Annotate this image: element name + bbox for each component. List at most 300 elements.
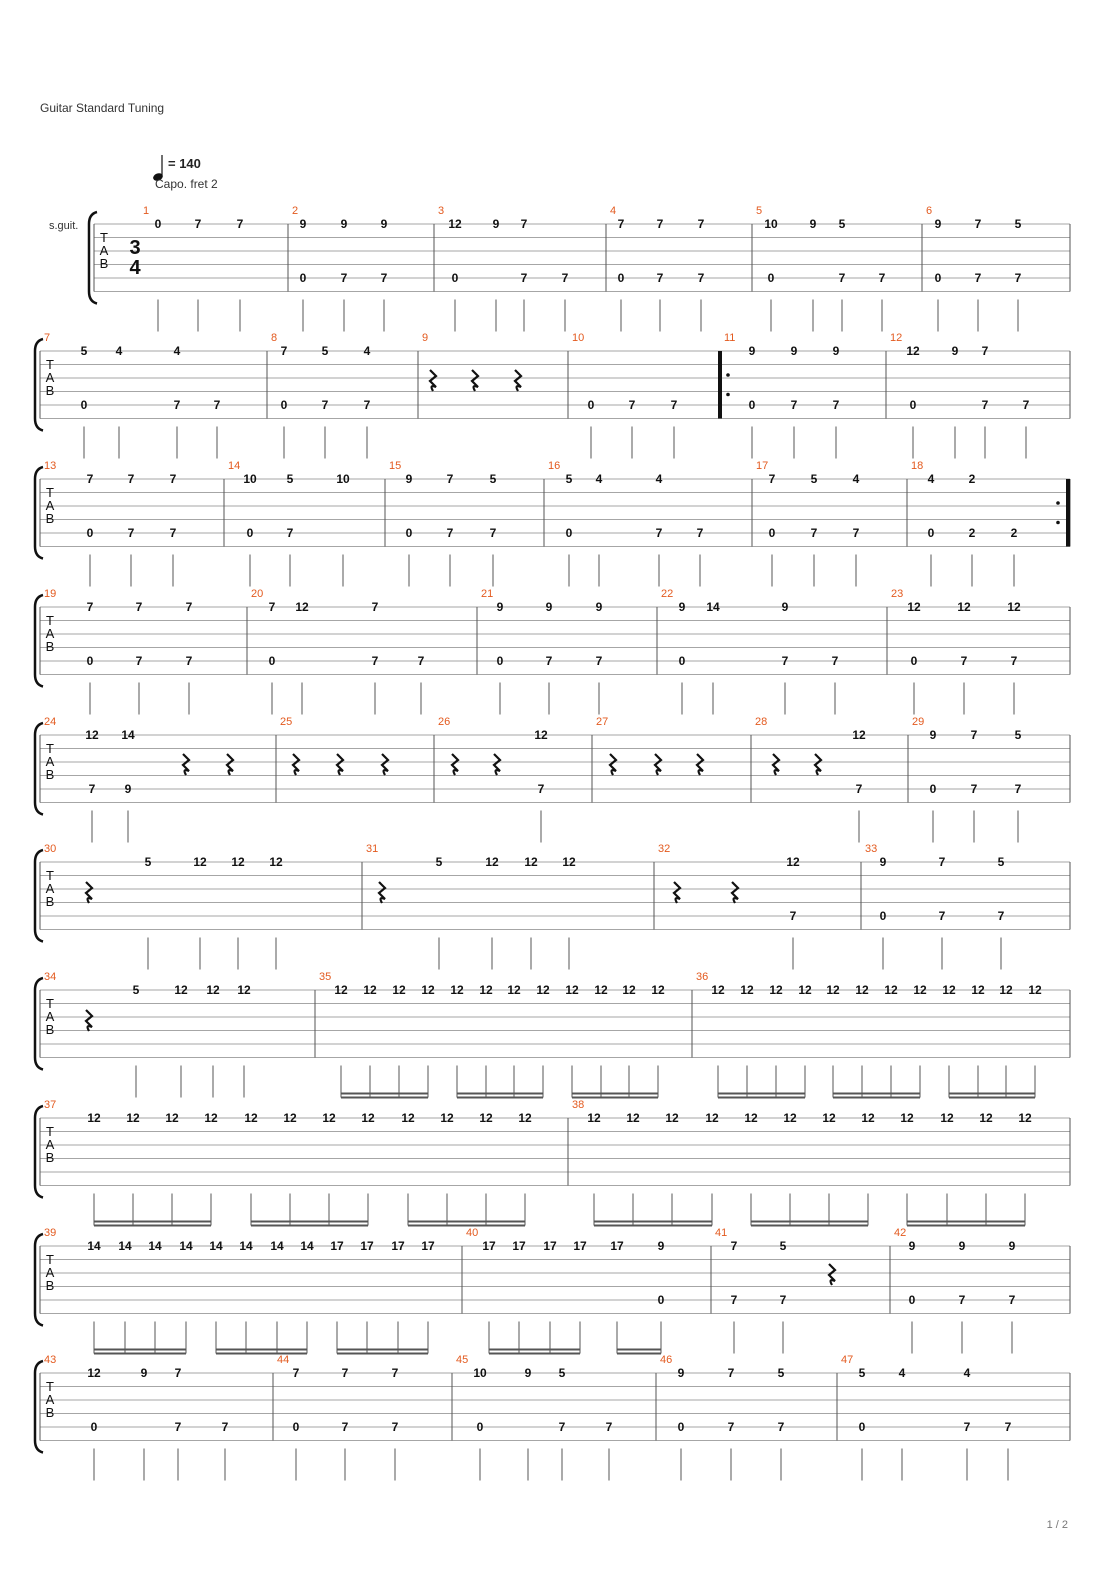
fret-number: 5 (558, 1366, 566, 1380)
fret-number: 5 (489, 472, 497, 486)
measure-number: 44 (277, 1354, 290, 1366)
measure-number: 13 (44, 460, 57, 472)
measure-number: 42 (894, 1227, 907, 1239)
fret-number: 0 (587, 398, 595, 412)
measure-number: 24 (44, 716, 57, 728)
fret-number: 7 (545, 654, 553, 668)
fret-number: 12 (421, 983, 435, 997)
fret-number: 7 (561, 271, 569, 285)
fret-number: 0 (246, 526, 254, 540)
page-number: 1 / 2 (1046, 1519, 1068, 1531)
tab-clef-letter: A (45, 498, 55, 513)
tab-clef-letter: T (46, 357, 54, 372)
fret-number: 12 (665, 1111, 679, 1125)
quarter-rest (379, 882, 385, 903)
fret-number: 7 (730, 1293, 738, 1307)
quarter-rest (655, 754, 661, 775)
fret-number: 12 (363, 983, 377, 997)
fret-number: 0 (268, 654, 276, 668)
fret-number: 17 (330, 1239, 344, 1253)
fret-number: 4 (655, 472, 663, 486)
fret-number: 9 (678, 600, 686, 614)
tab-clef-letter: A (45, 881, 55, 896)
fret-number: 7 (127, 472, 135, 486)
fret-number: 12 (450, 983, 464, 997)
measure-number: 22 (661, 588, 674, 600)
fret-number: 5 (779, 1239, 787, 1253)
fret-number: 5 (286, 472, 294, 486)
fret-number: 5 (777, 1366, 785, 1380)
fret-number: 2 (1010, 526, 1018, 540)
fret-number: 9 (299, 217, 307, 231)
fret-number: 12 (231, 855, 245, 869)
fret-number: 7 (781, 654, 789, 668)
fret-number: 17 (421, 1239, 435, 1253)
measure-number: 47 (841, 1354, 854, 1366)
quarter-rest (382, 754, 388, 775)
fret-number: 7 (321, 398, 329, 412)
fret-number: 12 (174, 983, 188, 997)
repeat-dot (726, 373, 730, 377)
measure-number: 34 (44, 971, 57, 983)
fret-number: 4 (927, 472, 935, 486)
fret-number: 12 (204, 1111, 218, 1125)
fret-number: 7 (292, 1366, 300, 1380)
fret-number: 17 (543, 1239, 557, 1253)
fret-number: 10 (336, 472, 350, 486)
fret-number: 7 (697, 217, 705, 231)
quarter-rest (227, 754, 233, 775)
fret-number: 7 (974, 271, 982, 285)
fret-number: 0 (451, 271, 459, 285)
tab-clef-letter: A (45, 370, 55, 385)
measure-number: 16 (548, 460, 561, 472)
fret-number: 7 (655, 526, 663, 540)
fret-number: 12 (979, 1111, 993, 1125)
fret-number: 7 (997, 909, 1005, 923)
fret-number: 12 (479, 1111, 493, 1125)
fret-number: 7 (185, 600, 193, 614)
fret-number: 7 (970, 782, 978, 796)
tab-clef-letter: B (45, 1278, 55, 1293)
fret-number: 0 (748, 398, 756, 412)
fret-number: 12 (711, 983, 725, 997)
fret-number: 7 (520, 217, 528, 231)
measure-number: 9 (422, 332, 429, 344)
fret-number: 12 (295, 600, 309, 614)
fret-number: 14 (300, 1239, 314, 1253)
fret-number: 5 (997, 855, 1005, 869)
fret-number: 5 (1014, 728, 1022, 742)
fret-number: 7 (391, 1366, 399, 1380)
fret-number: 4 (852, 472, 860, 486)
fret-number: 9 (929, 728, 937, 742)
quarter-rest (829, 1264, 835, 1285)
tab-clef-letter: B (45, 1022, 55, 1037)
measure-number: 29 (912, 716, 925, 728)
fret-number: 12 (524, 855, 538, 869)
repeat-dot (726, 393, 730, 397)
fret-number: 12 (971, 983, 985, 997)
fret-number: 7 (730, 1239, 738, 1253)
fret-number: 12 (322, 1111, 336, 1125)
quarter-rest (430, 370, 436, 391)
measure-number: 14 (228, 460, 241, 472)
fret-number: 7 (617, 217, 625, 231)
tab-clef-letter: A (45, 1137, 55, 1152)
fret-number: 7 (391, 1420, 399, 1434)
measure-number: 26 (438, 716, 451, 728)
fret-number: 14 (148, 1239, 162, 1253)
measure-number: 11 (724, 332, 736, 344)
fret-number: 9 (492, 217, 500, 231)
fret-number: 9 (405, 472, 413, 486)
measure-number: 10 (572, 332, 585, 344)
fret-number: 17 (512, 1239, 526, 1253)
fret-number: 7 (127, 526, 135, 540)
fret-number: 9 (140, 1366, 148, 1380)
tab-clef-letter: B (45, 639, 55, 654)
fret-number: 12 (283, 1111, 297, 1125)
fret-number: 0 (565, 526, 573, 540)
tab-clef-letter: T (46, 741, 54, 756)
fret-number: 14 (239, 1239, 253, 1253)
fret-number: 7 (789, 909, 797, 923)
system-bracket (35, 850, 43, 942)
tab-clef-letter: A (45, 1009, 55, 1024)
fret-number: 7 (135, 600, 143, 614)
measure-number: 1 (143, 205, 150, 217)
measure-number: 28 (755, 716, 768, 728)
fret-number: 12 (193, 855, 207, 869)
fret-number: 12 (594, 983, 608, 997)
fret-number: 9 (809, 217, 817, 231)
fret-number: 12 (1028, 983, 1042, 997)
fret-number: 17 (482, 1239, 496, 1253)
fret-number: 7 (86, 600, 94, 614)
fret-number: 7 (670, 398, 678, 412)
fret-number: 2 (968, 472, 976, 486)
measure-number: 2 (292, 205, 299, 217)
fret-number: 7 (974, 217, 982, 231)
fret-number: 7 (656, 271, 664, 285)
fret-number: 7 (363, 398, 371, 412)
fret-number: 9 (496, 600, 504, 614)
fret-number: 10 (473, 1366, 487, 1380)
fret-number: 5 (810, 472, 818, 486)
fret-number: 7 (1022, 398, 1030, 412)
fret-number: 12 (565, 983, 579, 997)
fret-number: 7 (417, 654, 425, 668)
repeat-end-thick-bar (1066, 479, 1070, 547)
fret-number: 5 (80, 344, 88, 358)
fret-number: 9 (340, 217, 348, 231)
fret-number: 7 (779, 1293, 787, 1307)
fret-number: 0 (927, 526, 935, 540)
fret-number: 7 (221, 1420, 229, 1434)
fret-number: 7 (777, 1420, 785, 1434)
fret-number: 4 (898, 1366, 906, 1380)
fret-number: 14 (118, 1239, 132, 1253)
measure-number: 8 (271, 332, 278, 344)
measure-number: 21 (481, 588, 494, 600)
fret-number: 7 (135, 654, 143, 668)
fret-number: 4 (963, 1366, 971, 1380)
measure-number: 36 (696, 971, 709, 983)
fret-number: 17 (610, 1239, 624, 1253)
fret-number: 7 (958, 1293, 966, 1307)
fret-number: 7 (768, 472, 776, 486)
measure-number: 35 (319, 971, 332, 983)
fret-number: 4 (173, 344, 181, 358)
tab-clef-letter: T (46, 996, 54, 1011)
fret-number: 9 (879, 855, 887, 869)
tab-clef-letter: T (46, 868, 54, 883)
quarter-rest (494, 754, 500, 775)
time-signature-top: 3 (129, 237, 141, 259)
fret-number: 7 (938, 855, 946, 869)
fret-number: 12 (769, 983, 783, 997)
tab-clef-letter: A (45, 626, 55, 641)
fret-number: 12 (826, 983, 840, 997)
fret-number: 12 (907, 600, 921, 614)
tab-clef-letter: A (45, 754, 55, 769)
tab-clef-letter: T (100, 230, 108, 245)
tuning-label: Guitar Standard Tuning (40, 101, 165, 115)
fret-number: 0 (80, 398, 88, 412)
fret-number: 9 (832, 344, 840, 358)
fret-number: 7 (831, 654, 839, 668)
measure-number: 7 (44, 332, 51, 344)
fret-number: 12 (334, 983, 348, 997)
measure-number: 3 (438, 205, 445, 217)
quarter-rest (86, 882, 92, 903)
repeat-dot (1056, 521, 1060, 525)
fret-number: 12 (206, 983, 220, 997)
fret-number: 7 (520, 271, 528, 285)
fret-number: 9 (380, 217, 388, 231)
fret-number: 12 (536, 983, 550, 997)
fret-number: 0 (929, 782, 937, 796)
measure-number: 17 (756, 460, 769, 472)
fret-number: 9 (545, 600, 553, 614)
fret-number: 7 (286, 526, 294, 540)
fret-number: 0 (154, 217, 162, 231)
measure-number: 23 (891, 588, 904, 600)
fret-number: 12 (401, 1111, 415, 1125)
fret-number: 12 (999, 983, 1013, 997)
fret-number: 12 (942, 983, 956, 997)
quarter-rest (815, 754, 821, 775)
fret-number: 7 (268, 600, 276, 614)
fret-number: 12 (485, 855, 499, 869)
fret-number: 5 (838, 217, 846, 231)
tab-clef-letter: T (46, 613, 54, 628)
fret-number: 7 (1008, 1293, 1016, 1307)
system-bracket (35, 1361, 43, 1453)
fret-number: 7 (656, 217, 664, 231)
measure-number: 33 (865, 843, 878, 855)
fret-number: 9 (781, 600, 789, 614)
fret-number: 7 (86, 472, 94, 486)
fret-number: 12 (562, 855, 576, 869)
fret-number: 7 (852, 526, 860, 540)
measure-number: 20 (251, 588, 264, 600)
fret-number: 0 (496, 654, 504, 668)
fret-number: 9 (934, 217, 942, 231)
capo-label: Capo. fret 2 (155, 177, 218, 191)
fret-number: 7 (970, 728, 978, 742)
measure-number: 46 (660, 1354, 673, 1366)
fret-number: 9 (790, 344, 798, 358)
fret-number: 7 (341, 1420, 349, 1434)
fret-number: 0 (292, 1420, 300, 1434)
fret-number: 12 (237, 983, 251, 997)
fret-number: 7 (341, 1366, 349, 1380)
fret-number: 12 (165, 1111, 179, 1125)
repeat-dot (1056, 501, 1060, 505)
fret-number: 7 (981, 398, 989, 412)
fret-number: 7 (236, 217, 244, 231)
fret-number: 7 (371, 600, 379, 614)
measure-number: 40 (466, 1227, 479, 1239)
measure-number: 12 (890, 332, 903, 344)
fret-number: 12 (87, 1366, 101, 1380)
fret-number: 10 (764, 217, 778, 231)
fret-number: 12 (957, 600, 971, 614)
fret-number: 14 (209, 1239, 223, 1253)
fret-number: 12 (783, 1111, 797, 1125)
measure-number: 25 (280, 716, 293, 728)
time-signature-bottom: 4 (129, 257, 141, 279)
fret-number: 0 (617, 271, 625, 285)
fret-number: 14 (706, 600, 720, 614)
fret-number: 12 (448, 217, 462, 231)
fret-number: 12 (244, 1111, 258, 1125)
tab-clef-letter: B (45, 383, 55, 398)
fret-number: 7 (489, 526, 497, 540)
fret-number: 5 (565, 472, 573, 486)
fret-number: 12 (852, 728, 866, 742)
quarter-rest (515, 370, 521, 391)
quarter-rest (674, 882, 680, 903)
fret-number: 7 (960, 654, 968, 668)
fret-number: 12 (126, 1111, 140, 1125)
fret-number: 12 (85, 728, 99, 742)
fret-number: 7 (280, 344, 288, 358)
fret-number: 7 (380, 271, 388, 285)
fret-number: 17 (573, 1239, 587, 1253)
fret-number: 12 (940, 1111, 954, 1125)
fret-number: 12 (392, 983, 406, 997)
tab-clef-letter: A (99, 243, 109, 258)
system-bracket (35, 1234, 43, 1326)
fret-number: 7 (790, 398, 798, 412)
quarter-rest (183, 754, 189, 775)
fret-number: 7 (832, 398, 840, 412)
fret-number: 4 (595, 472, 603, 486)
system-bracket (35, 467, 43, 559)
fret-number: 0 (86, 654, 94, 668)
tab-clef-letter: T (46, 485, 54, 500)
fret-number: 9 (958, 1239, 966, 1253)
fret-number: 7 (446, 526, 454, 540)
fret-number: 7 (169, 472, 177, 486)
fret-number: 17 (360, 1239, 374, 1253)
measure-number: 37 (44, 1099, 57, 1111)
fret-number: 7 (1004, 1420, 1012, 1434)
fret-number: 7 (446, 472, 454, 486)
fret-number: 12 (798, 983, 812, 997)
fret-number: 0 (90, 1420, 98, 1434)
fret-number: 0 (657, 1293, 665, 1307)
fret-number: 7 (194, 217, 202, 231)
fret-number: 7 (981, 344, 989, 358)
fret-number: 7 (878, 271, 886, 285)
system-bracket (35, 1106, 43, 1198)
fret-number: 14 (270, 1239, 284, 1253)
fret-number: 7 (605, 1420, 613, 1434)
fret-number: 7 (88, 782, 96, 796)
fret-number: 0 (910, 654, 918, 668)
fret-number: 7 (169, 526, 177, 540)
fret-number: 12 (705, 1111, 719, 1125)
fret-number: 0 (858, 1420, 866, 1434)
fret-number: 14 (179, 1239, 193, 1253)
fret-number: 7 (1014, 782, 1022, 796)
fret-number: 12 (479, 983, 493, 997)
fret-number: 0 (677, 1420, 685, 1434)
fret-number: 7 (810, 526, 818, 540)
fret-number: 0 (768, 526, 776, 540)
fret-number: 7 (595, 654, 603, 668)
fret-number: 12 (740, 983, 754, 997)
fret-number: 12 (269, 855, 283, 869)
fret-number: 5 (132, 983, 140, 997)
tab-clef-letter: B (45, 767, 55, 782)
quarter-rest (293, 754, 299, 775)
fret-number: 9 (524, 1366, 532, 1380)
fret-number: 12 (884, 983, 898, 997)
fret-number: 0 (678, 654, 686, 668)
measure-number: 43 (44, 1354, 57, 1366)
fret-number: 12 (786, 855, 800, 869)
fret-number: 0 (909, 398, 917, 412)
fret-number: 7 (213, 398, 221, 412)
fret-number: 5 (435, 855, 443, 869)
tab-clef-letter: B (45, 511, 55, 526)
fret-number: 0 (405, 526, 413, 540)
measure-number: 31 (366, 843, 379, 855)
tempo-marking: = 140 (168, 156, 201, 171)
measure-number: 39 (44, 1227, 57, 1239)
measure-number: 27 (596, 716, 609, 728)
fret-number: 12 (87, 1111, 101, 1125)
fret-number: 0 (86, 526, 94, 540)
fret-number: 14 (87, 1239, 101, 1253)
measure-number: 6 (926, 205, 933, 217)
fret-number: 7 (558, 1420, 566, 1434)
fret-number: 7 (727, 1420, 735, 1434)
quarter-rest (86, 1010, 92, 1031)
fret-number: 7 (173, 398, 181, 412)
fret-number: 4 (115, 344, 123, 358)
fret-number: 12 (744, 1111, 758, 1125)
fret-number: 0 (299, 271, 307, 285)
fret-number: 0 (280, 398, 288, 412)
fret-number: 5 (321, 344, 329, 358)
measure-number: 38 (572, 1099, 585, 1111)
